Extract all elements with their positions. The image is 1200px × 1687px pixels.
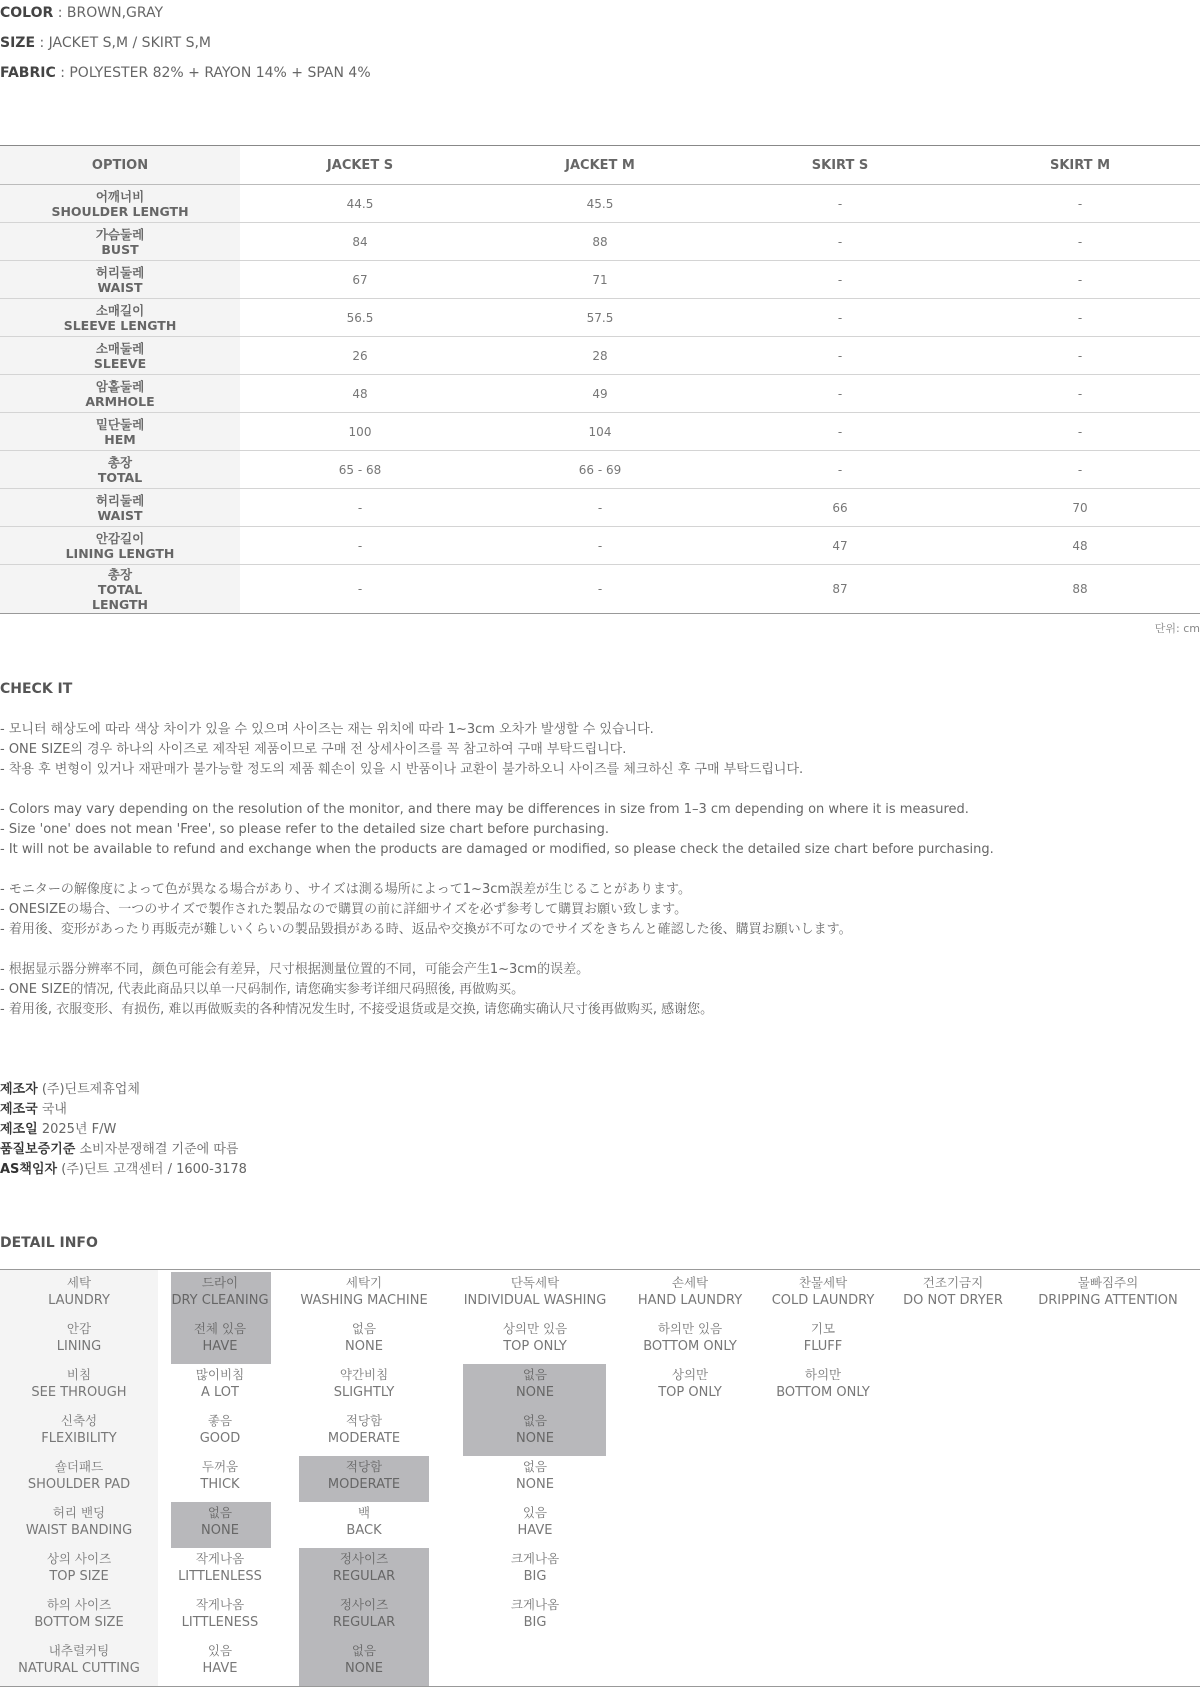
detail-option-en: DRIPPING ATTENTION bbox=[1038, 1293, 1178, 1308]
detail-option-ko: 적당함 bbox=[345, 1413, 383, 1428]
size-row-label-ko: 소매길이 bbox=[95, 302, 145, 318]
detail-label-ko: 내추럴커팅 bbox=[48, 1643, 110, 1658]
detail-option-en: BIG bbox=[523, 1615, 547, 1630]
size-cell: - bbox=[480, 489, 720, 527]
size-row bbox=[0, 489, 1200, 527]
detail-option-selected bbox=[274, 1550, 454, 1586]
detail-option-ko: 물빠짐주의 bbox=[1077, 1275, 1139, 1290]
size-cell: 87 bbox=[720, 565, 960, 614]
size-row-label-en: WAIST bbox=[97, 279, 143, 295]
detail-option-en: MODERATE bbox=[327, 1431, 401, 1446]
detail-label-en: NATURAL CUTTING bbox=[18, 1661, 140, 1676]
detail-option-ko: 찬물세탁 bbox=[798, 1275, 848, 1290]
size-cell: 28 bbox=[480, 337, 720, 375]
detail-option-en: HAVE bbox=[202, 1661, 238, 1676]
detail-option-ko: 상의만 bbox=[671, 1367, 709, 1382]
detail-option-ko: 좋음 bbox=[207, 1413, 233, 1428]
size-cell: 57.5 bbox=[480, 299, 720, 337]
size-row-label-en: SLEEVE LENGTH bbox=[63, 317, 177, 333]
size-row-label bbox=[0, 337, 240, 375]
size-row bbox=[0, 413, 1200, 451]
note-line: - Size 'one' does not mean 'Free', so please refer to the detailed size chart before purchasing. bbox=[0, 822, 610, 837]
detail-option-en: NONE bbox=[201, 1523, 239, 1538]
size-cell: 56.5 bbox=[240, 299, 480, 337]
note-line: - 着用後, 衣服变形、有损伤, 难以再做贩卖的各种情况发生时, 不接受退货或是交换, 请您确实确认尺寸後再做购买, 感谢您。 bbox=[0, 1002, 714, 1017]
detail-option-ko: 적당함 bbox=[345, 1459, 383, 1474]
size-row-label bbox=[0, 185, 240, 223]
spec-fabric-value: : POLYESTER 82% + RAYON 14% + SPAN 4% bbox=[60, 65, 371, 81]
detail-option-ko: 크게나옴 bbox=[510, 1597, 560, 1612]
size-cell: 104 bbox=[480, 413, 720, 451]
detail-option bbox=[445, 1458, 625, 1494]
size-cell: - bbox=[720, 375, 960, 413]
unit-label: 단위: cm bbox=[1154, 622, 1200, 635]
detail-option bbox=[733, 1320, 913, 1356]
detail-option bbox=[733, 1366, 913, 1402]
note-line: - Colors may vary depending on the resolution of the monitor, and there may be differences in size from 1–3 cm depending on where it is measured. bbox=[0, 802, 969, 817]
note-line: - 着用後、変形があったり再販売が難しいくらいの製品毀損がある時、返品や交換が不可なのでサイズをきちんと確認した後、購買お願いします。 bbox=[0, 922, 852, 937]
detail-option-en: TOP ONLY bbox=[503, 1339, 567, 1354]
note-line: - ONE SIZE의 경우 하나의 사이즈로 제작된 제품이므로 구매 전 상세사이즈를 꼭 참고하여 구매 부탁드립니다. bbox=[0, 742, 627, 757]
detail-option-selected bbox=[274, 1596, 454, 1632]
detail-label-ko: 비침 bbox=[66, 1367, 92, 1382]
size-cell: - bbox=[720, 451, 960, 489]
maker-label: 제조자 bbox=[0, 1082, 38, 1097]
size-row bbox=[0, 261, 1200, 299]
detail-option-selected bbox=[274, 1458, 454, 1494]
detail-option-ko: 세탁기 bbox=[345, 1275, 383, 1290]
size-cell: - bbox=[960, 451, 1200, 489]
detail-option-ko: 하의만 bbox=[804, 1367, 842, 1382]
detail-option-en: TOP ONLY bbox=[658, 1385, 722, 1400]
detail-option-en: HAVE bbox=[202, 1339, 238, 1354]
detail-option-en: NONE bbox=[516, 1477, 554, 1492]
detail-label-ko: 허리 밴딩 bbox=[52, 1505, 106, 1520]
size-cell: - bbox=[720, 413, 960, 451]
detail-option-en: REGULAR bbox=[332, 1615, 396, 1630]
size-cell: 84 bbox=[240, 223, 480, 261]
maker-info bbox=[0, 1080, 247, 1180]
spec-color-value: : BROWN,GRAY bbox=[57, 5, 164, 21]
maker-label: 품질보증기준 bbox=[0, 1142, 76, 1157]
detail-option-en: BIG bbox=[523, 1569, 547, 1584]
detail-option-en: NONE bbox=[516, 1385, 554, 1400]
size-cell: 49 bbox=[480, 375, 720, 413]
size-table bbox=[0, 145, 1200, 614]
detail-option-ko: 없음 bbox=[522, 1413, 548, 1428]
detail-option bbox=[274, 1504, 454, 1540]
detail-option bbox=[274, 1366, 454, 1402]
size-row-label-ko: 암홀둘레 bbox=[95, 378, 145, 394]
detail-option-ko: 건조기금지 bbox=[922, 1275, 984, 1290]
size-row-label-ko: 허리둘레 bbox=[95, 492, 145, 508]
detail-option bbox=[445, 1504, 625, 1540]
size-row-label-ko: 가슴둘레 bbox=[95, 226, 145, 242]
size-row-label bbox=[0, 565, 240, 614]
size-row-label bbox=[0, 299, 240, 337]
size-cell: 44.5 bbox=[240, 185, 480, 223]
note-line: - 착용 후 변형이 있거나 재판매가 불가능할 정도의 제품 훼손이 있을 시 반품이나 교환이 불가하오니 사이즈를 체크하신 후 구매 부탁드립니다. bbox=[0, 762, 804, 777]
detail-option-ko: 전체 있음 bbox=[193, 1321, 247, 1336]
size-row-label bbox=[0, 451, 240, 489]
note-line: - モニターの解像度によって色が異なる場合があり、サイズは測る場所によって1~3cm誤差が生じることがあります。 bbox=[0, 882, 691, 897]
detail-option-en: NONE bbox=[516, 1431, 554, 1446]
size-cell: 100 bbox=[240, 413, 480, 451]
detail-option-en: NONE bbox=[345, 1661, 383, 1676]
size-cell: 26 bbox=[240, 337, 480, 375]
detail-option bbox=[274, 1274, 454, 1310]
detail-option-ko: 기모 bbox=[810, 1321, 836, 1336]
size-cell: - bbox=[720, 261, 960, 299]
detail-option-ko: 드라이 bbox=[201, 1275, 239, 1290]
detail-label-en: SHOULDER PAD bbox=[27, 1477, 131, 1492]
size-cell: 70 bbox=[960, 489, 1200, 527]
size-cell: - bbox=[480, 565, 720, 614]
size-row-label-ko: 총장 bbox=[107, 566, 133, 582]
detail-option bbox=[445, 1550, 625, 1586]
size-row-label-ko: 안감길이 bbox=[95, 530, 145, 546]
detail-label-en: FLEXIBILITY bbox=[41, 1431, 117, 1446]
maker-label: AS책임자 bbox=[0, 1162, 58, 1177]
maker-label: 제조국 bbox=[0, 1102, 38, 1117]
size-row-label bbox=[0, 527, 240, 565]
detail-option-selected bbox=[445, 1412, 625, 1448]
size-row bbox=[0, 451, 1200, 489]
detail-option-ko: 약간비침 bbox=[339, 1367, 389, 1382]
size-cell: - bbox=[960, 413, 1200, 451]
size-row bbox=[0, 565, 1200, 614]
detail-option-ko: 크게나옴 bbox=[510, 1551, 560, 1566]
spec-color-label: COLOR bbox=[0, 5, 54, 21]
spec-size bbox=[0, 35, 211, 51]
size-cell: 65 - 68 bbox=[240, 451, 480, 489]
size-row-label-en: TOTAL bbox=[97, 581, 143, 597]
maker-row bbox=[0, 1160, 247, 1180]
detail-option bbox=[274, 1320, 454, 1356]
maker-value: 2025년 F/W bbox=[41, 1122, 117, 1137]
size-row bbox=[0, 375, 1200, 413]
size-row-label bbox=[0, 413, 240, 451]
detail-label-ko: 하의 사이즈 bbox=[46, 1597, 112, 1612]
detail-option-ko: 많이비침 bbox=[195, 1367, 245, 1382]
size-row-label-en: ARMHOLE bbox=[85, 393, 155, 409]
spec-fabric bbox=[0, 65, 371, 81]
maker-row bbox=[0, 1100, 247, 1120]
maker-row bbox=[0, 1140, 247, 1160]
size-cell: 66 bbox=[720, 489, 960, 527]
size-cell: - bbox=[720, 299, 960, 337]
detail-label-en: WAIST BANDING bbox=[25, 1523, 133, 1538]
detail-option-ko: 없음 bbox=[522, 1459, 548, 1474]
maker-value: (주)딘트제휴업체 bbox=[41, 1082, 140, 1097]
size-row-label bbox=[0, 261, 240, 299]
spec-fabric-label: FABRIC bbox=[0, 65, 56, 81]
size-cell: - bbox=[960, 299, 1200, 337]
size-row-label-en: HEM bbox=[104, 431, 136, 447]
detail-option-en: GOOD bbox=[199, 1431, 241, 1446]
detail-label-ko: 신축성 bbox=[60, 1413, 98, 1428]
size-row bbox=[0, 223, 1200, 261]
spec-color bbox=[0, 5, 163, 21]
size-row-label-en: TOTAL bbox=[97, 469, 143, 485]
size-cell: 71 bbox=[480, 261, 720, 299]
size-cell: - bbox=[240, 489, 480, 527]
size-cell: - bbox=[960, 223, 1200, 261]
size-cell: - bbox=[960, 261, 1200, 299]
notes-ko bbox=[0, 720, 803, 780]
detail-option-en: DRY CLEANING bbox=[171, 1293, 269, 1308]
maker-row bbox=[0, 1080, 247, 1100]
detail-option bbox=[1018, 1274, 1198, 1310]
size-row bbox=[0, 337, 1200, 375]
detail-option-en: DO NOT DRYER bbox=[903, 1293, 1003, 1308]
detail-option-en: HAND LAUNDRY bbox=[637, 1293, 743, 1308]
header-jacket-m: JACKET M bbox=[480, 146, 720, 185]
size-row-label-ko: 밑단둘레 bbox=[95, 416, 145, 432]
detail-option-en: BACK bbox=[346, 1523, 382, 1538]
detail-label-ko: 안감 bbox=[66, 1321, 92, 1336]
detail-option-ko: 손세탁 bbox=[671, 1275, 709, 1290]
maker-value: 소비자분쟁해결 기준에 따름 bbox=[79, 1142, 239, 1157]
detail-option-ko: 있음 bbox=[522, 1505, 548, 1520]
size-row bbox=[0, 185, 1200, 223]
size-row-label-en2: LENGTH bbox=[92, 596, 148, 612]
detail-option bbox=[274, 1412, 454, 1448]
detail-option-en: REGULAR bbox=[332, 1569, 396, 1584]
size-row-label-en: WAIST bbox=[97, 507, 143, 523]
size-row-label-ko: 소매둘레 bbox=[95, 340, 145, 356]
detail-option-ko: 단독세탁 bbox=[510, 1275, 560, 1290]
detail-label-ko: 숄더패드 bbox=[54, 1459, 104, 1474]
size-cell: 48 bbox=[960, 527, 1200, 565]
size-row-label bbox=[0, 375, 240, 413]
detail-option-en: NONE bbox=[345, 1339, 383, 1354]
detail-option-en: MODERATE bbox=[327, 1477, 401, 1492]
maker-value: 국내 bbox=[41, 1102, 67, 1117]
size-row bbox=[0, 299, 1200, 337]
detail-option bbox=[445, 1274, 625, 1310]
detail-option-ko: 백 bbox=[357, 1505, 371, 1520]
size-cell: 66 - 69 bbox=[480, 451, 720, 489]
maker-row bbox=[0, 1120, 247, 1140]
detail-option-ko: 작게나옴 bbox=[195, 1551, 245, 1566]
note-line: - 根据显示器分辨率不同，颜色可能会有差异，尺寸根据测量位置的不同，可能会产生1~3cm的误差。 bbox=[0, 962, 590, 977]
detail-option-ko: 하의만 있음 bbox=[657, 1321, 723, 1336]
detail-option-en: A LOT bbox=[201, 1385, 239, 1400]
detail-option bbox=[445, 1320, 625, 1356]
maker-value: (주)딘트 고객센터 / 1600-3178 bbox=[61, 1162, 247, 1177]
size-row-label-en: BUST bbox=[101, 241, 139, 257]
detail-option-en: SLIGHTLY bbox=[333, 1385, 395, 1400]
size-cell: - bbox=[240, 565, 480, 614]
notes-zh bbox=[0, 960, 713, 1020]
header-jacket-s: JACKET S bbox=[240, 146, 480, 185]
note-line: - ONE SIZE的情况, 代表此商品只以单一尺码制作, 请您确实参考详细尺码照後, 再做购买。 bbox=[0, 982, 525, 997]
detail-option-ko: 두꺼움 bbox=[201, 1459, 239, 1474]
detail-info-title: DETAIL INFO bbox=[0, 1235, 98, 1251]
size-cell: 45.5 bbox=[480, 185, 720, 223]
size-row-label-en: SHOULDER LENGTH bbox=[51, 203, 189, 219]
size-cell: - bbox=[720, 337, 960, 375]
size-row-label bbox=[0, 489, 240, 527]
size-row-label bbox=[0, 223, 240, 261]
header-skirt-m: SKIRT M bbox=[960, 146, 1200, 185]
detail-label-en: LAUNDRY bbox=[48, 1293, 110, 1308]
detail-option-en: COLD LAUNDRY bbox=[771, 1293, 875, 1308]
detail-option-ko: 있음 bbox=[207, 1643, 233, 1658]
notes-en bbox=[0, 800, 994, 860]
detail-label-en: SEE THROUGH bbox=[31, 1385, 127, 1400]
detail-label-en: LINING bbox=[56, 1339, 102, 1354]
detail-option-en: FLUFF bbox=[803, 1339, 843, 1354]
size-row-label-en: SLEEVE bbox=[93, 355, 147, 371]
size-cell: 88 bbox=[960, 565, 1200, 614]
detail-option bbox=[863, 1274, 1043, 1310]
spec-size-value: : JACKET S,M / SKIRT S,M bbox=[39, 35, 212, 51]
header-skirt-s: SKIRT S bbox=[720, 146, 960, 185]
size-cell: - bbox=[960, 337, 1200, 375]
size-row-label-ko: 허리둘레 bbox=[95, 264, 145, 280]
detail-label-en: TOP SIZE bbox=[49, 1569, 109, 1584]
size-cell: - bbox=[480, 527, 720, 565]
size-row-label-ko: 어깨너비 bbox=[95, 188, 145, 204]
detail-option-en: BOTTOM ONLY bbox=[776, 1385, 870, 1400]
size-row bbox=[0, 527, 1200, 565]
notes-ja bbox=[0, 880, 852, 940]
detail-option-en: BOTTOM ONLY bbox=[643, 1339, 737, 1354]
detail-option-en: INDIVIDUAL WASHING bbox=[463, 1293, 607, 1308]
detail-option-ko: 없음 bbox=[351, 1321, 377, 1336]
detail-option-ko: 정사이즈 bbox=[339, 1597, 389, 1612]
detail-option-en: LITTLENESS bbox=[181, 1615, 259, 1630]
size-cell: - bbox=[960, 375, 1200, 413]
size-row-label-en: LINING LENGTH bbox=[65, 545, 175, 561]
size-cell: - bbox=[720, 185, 960, 223]
detail-option-ko: 상의만 있음 bbox=[502, 1321, 568, 1336]
detail-option bbox=[445, 1596, 625, 1632]
detail-option-selected bbox=[445, 1366, 625, 1402]
header-option: OPTION bbox=[0, 146, 240, 185]
maker-label: 제조일 bbox=[0, 1122, 38, 1137]
detail-option-en: LITTLENLESS bbox=[178, 1569, 262, 1584]
detail-option-selected bbox=[274, 1642, 454, 1678]
detail-option-en: HAVE bbox=[517, 1523, 553, 1538]
size-cell: - bbox=[960, 185, 1200, 223]
detail-option-en: WASHING MACHINE bbox=[300, 1293, 428, 1308]
detail-option-ko: 작게나옴 bbox=[195, 1597, 245, 1612]
size-cell: 47 bbox=[720, 527, 960, 565]
detail-option-ko: 없음 bbox=[207, 1505, 233, 1520]
note-line: - ONESIZEの場合、一つのサイズで製作された製品なので購買の前に詳細サイズを必ず参考して購買お願い致します。 bbox=[0, 902, 688, 917]
detail-label-ko: 상의 사이즈 bbox=[46, 1551, 112, 1566]
size-cell: 67 bbox=[240, 261, 480, 299]
size-cell: 48 bbox=[240, 375, 480, 413]
size-cell: 88 bbox=[480, 223, 720, 261]
note-line: - It will not be available to refund and exchange when the products are damaged or modified, so please check the detailed size chart before purchasing. bbox=[0, 842, 994, 857]
check-it-title: CHECK IT bbox=[0, 681, 73, 697]
size-row-label-ko: 총장 bbox=[107, 454, 133, 470]
detail-info-grid bbox=[0, 1269, 1200, 1686]
detail-option-ko: 정사이즈 bbox=[339, 1551, 389, 1566]
detail-label-en: BOTTOM SIZE bbox=[34, 1615, 124, 1630]
detail-option-ko: 없음 bbox=[522, 1367, 548, 1382]
detail-option-ko: 없음 bbox=[351, 1643, 377, 1658]
detail-label-ko: 세탁 bbox=[66, 1275, 92, 1290]
note-line: - 모니터 해상도에 따라 색상 차이가 있을 수 있으며 사이즈는 재는 위치에 따라 1~3cm 오차가 발생할 수 있습니다. bbox=[0, 722, 654, 737]
size-table-header bbox=[0, 146, 1200, 185]
spec-size-label: SIZE bbox=[0, 35, 36, 51]
detail-option-en: THICK bbox=[200, 1477, 240, 1492]
size-cell: - bbox=[720, 223, 960, 261]
size-cell: - bbox=[240, 527, 480, 565]
